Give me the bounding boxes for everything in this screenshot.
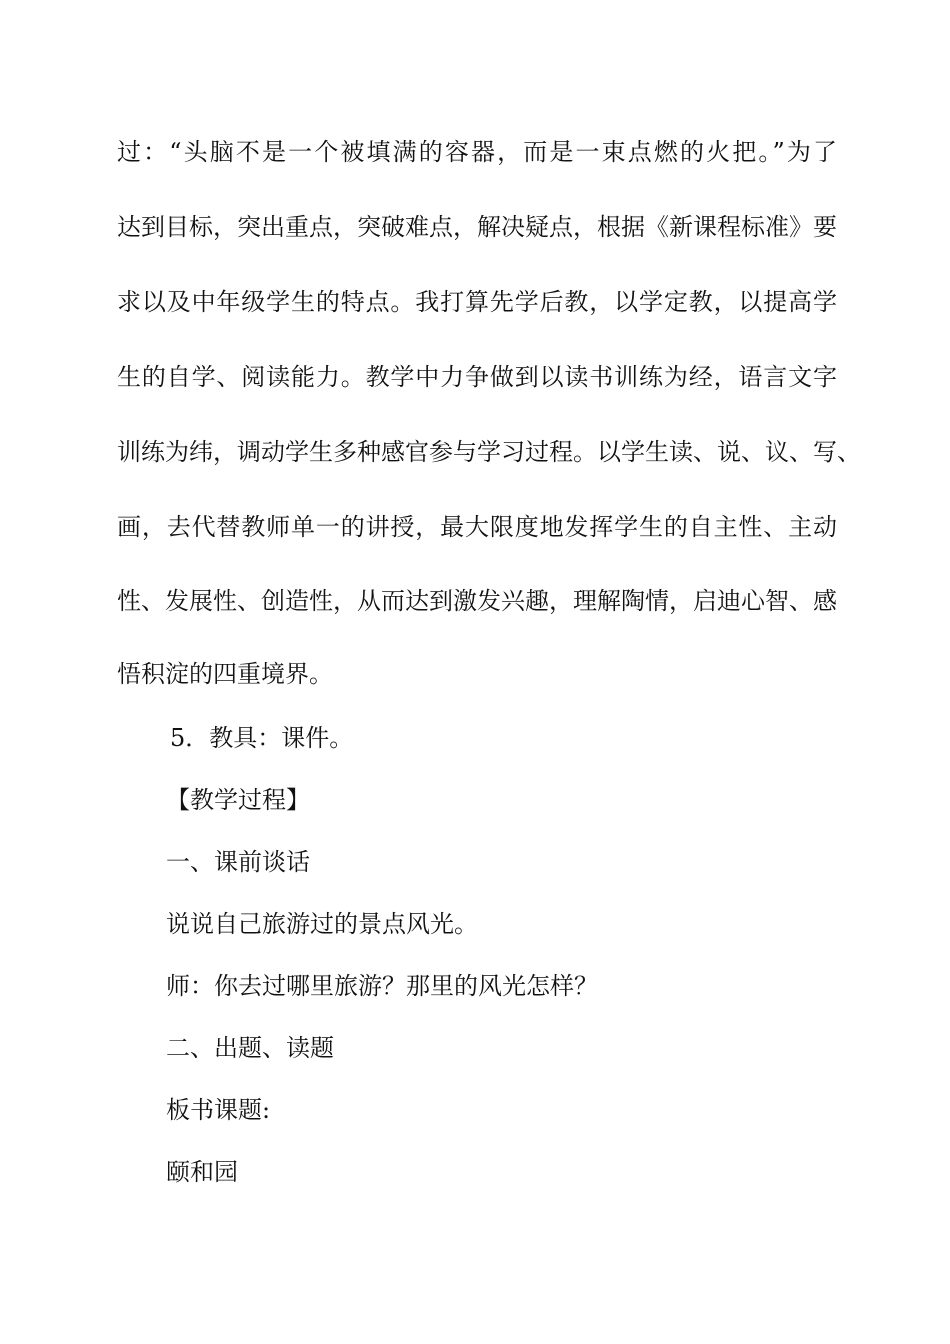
- paragraph-line-8: 悟积淀的四重境界。: [117, 660, 333, 688]
- paragraph-line-4: 生的自学、阅读能力。教学中力争做到以读书训练为经，语言文字: [117, 363, 837, 391]
- board-title: 颐和园: [166, 1158, 238, 1186]
- teacher-question-line: 师：你去过哪里旅游？那里的风光怎样？: [166, 972, 598, 1000]
- paragraph-line-5: 训练为纬，调动学生多种感官参与学习过程。以学生读、说、议、写、: [117, 438, 861, 466]
- section-one-heading: 一、课前谈话: [166, 848, 310, 876]
- section-two-heading: 二、出题、读题: [166, 1034, 334, 1062]
- paragraph-line-2: 达到目标，突出重点，突破难点，解决疑点，根据《新课程标准》要: [117, 213, 837, 241]
- paragraph-line-3: 求以及中年级学生的特点。我打算先学后教，以学定教，以提高学: [117, 288, 837, 316]
- board-title-label: 板书课题:: [166, 1096, 271, 1124]
- process-heading: 【教学过程】: [166, 786, 310, 814]
- talk-prompt-line: 说说自己旅游过的景点风光。: [166, 910, 478, 938]
- paragraph-line-1: 过：“头脑不是一个被填满的容器，而是一束点燃的火把。”为了: [117, 138, 837, 166]
- paragraph-line-7: 性、发展性、创造性，从而达到激发兴趣，理解陶情，启迪心智、感: [117, 587, 837, 615]
- paragraph-line-6: 画，去代替教师单一的讲授，最大限度地发挥学生的自主性、主动: [117, 513, 837, 541]
- teaching-aids-line: 5．教具：课件。: [170, 724, 354, 752]
